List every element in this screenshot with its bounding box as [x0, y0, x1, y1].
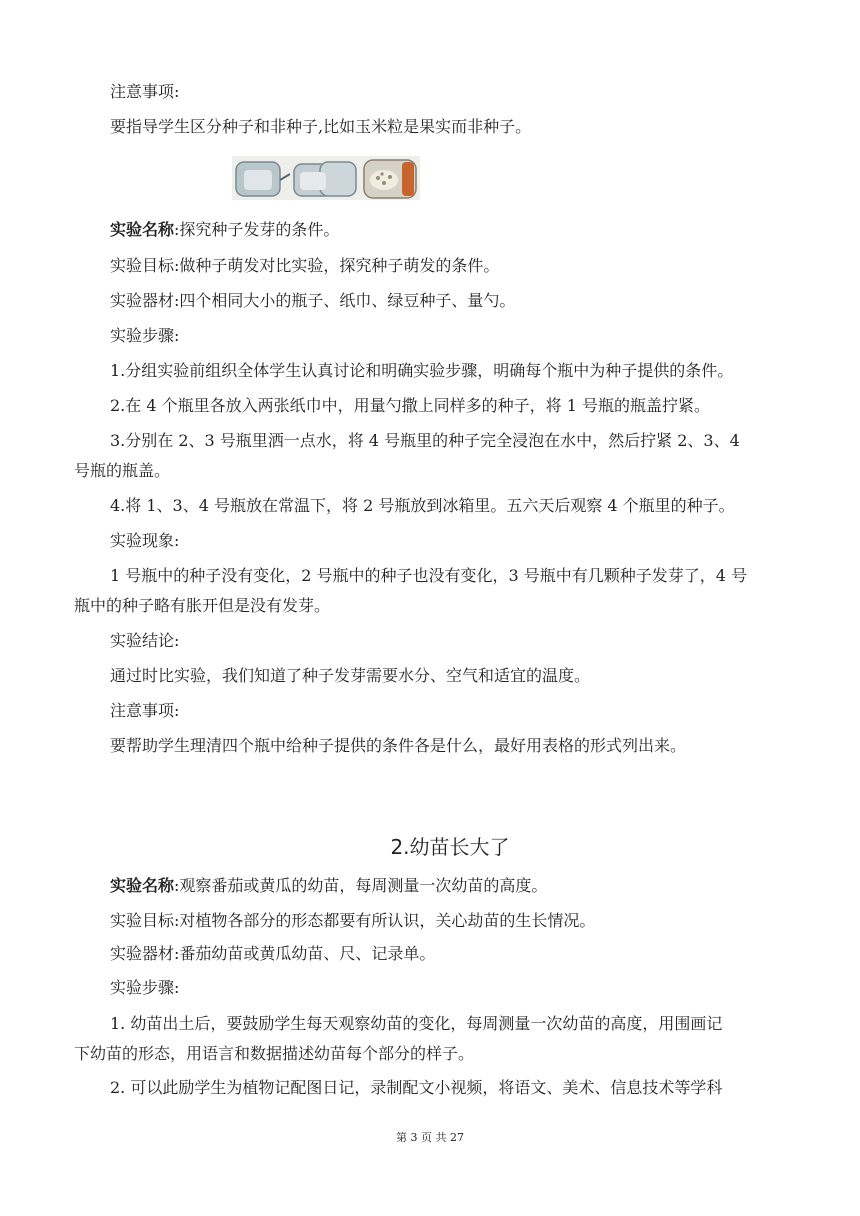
- exp1-name-text: :探究种子发芽的条件。: [174, 220, 340, 239]
- exp1-name: [110, 220, 339, 240]
- exp1-note-text: 要帮助学生理清四个瓶中给种子提供的条件各是什么，最好用表格的形式列出来。: [110, 736, 687, 755]
- exp2-steps-label: 实验步骤:: [110, 978, 180, 997]
- exp1-step-3-cont: 号瓶的瓶盖。: [74, 461, 171, 480]
- exp1-name-label: 实验名称: [110, 220, 175, 239]
- exp1-step-1: 1.分组实验前组织全体学生认真讨论和明确实验步骤，明确每个瓶中为种子提供的条件。: [110, 361, 734, 380]
- exp2-goal: 实验目标:对植物各部分的形态都要有所认识，关心劫苗的生长情况。: [110, 911, 596, 930]
- exp1-step-3: 3.分别在 2、3 号瓶里洒一点水，将 4 号瓶里的种子完全浸泡在水中，然后拧紧 2、3、4: [110, 431, 740, 450]
- exp2-step-1-cont: 下幼苗的形态，用语言和数据描述幼苗每个部分的样子。: [74, 1044, 475, 1063]
- exp2-equipment: 实验器材:番茄幼苗或黄瓜幼苗、尺、记录单。: [110, 944, 436, 963]
- exp1-step-2: 2.在 4 个瓶里各放入两张纸巾中，用量勺撒上同样多的种子，将 1 号瓶的瓶盖拧紧。: [110, 396, 710, 415]
- note-text: 要指导学生区分种子和非种子,比如玉米粒是果实而非种子。: [110, 117, 532, 136]
- exp1-phenomenon-label: 实验现象:: [110, 531, 180, 550]
- section-title: 2.幼苗长大了: [390, 835, 510, 859]
- exp1-equipment: 实验器材:四个相同大小的瓶子、纸巾、绿豆种子、量勺。: [110, 291, 516, 310]
- exp2-name: [110, 876, 547, 896]
- page-footer: 第 3 页 共 27: [396, 1131, 464, 1144]
- exp1-step-4: 4.将 1、3、4 号瓶放在常温下，将 2 号瓶放到冰箱里。五六天后观察 4 个瓶里的种子。: [110, 496, 735, 515]
- note-label: 注意事项:: [110, 82, 180, 101]
- exp1-phenomenon: 1 号瓶中的种子没有变化，2 号瓶中的种子也没有变化，3 号瓶中有几颗种子发芽了，4 号: [110, 566, 748, 585]
- exp2-step-2: 2. 可以此励学生为植物记配图日记，录制配文小视频，将语文、美术、信息技术等学科: [110, 1078, 723, 1097]
- exp2-step-1: 1. 幼苗出土后，要鼓励学生每天观察幼苗的变化，每周测量一次幼苗的高度，用围画记: [110, 1014, 723, 1033]
- exp1-goal: 实验目标:做种子萌发对比实验，探究种子萌发的条件。: [110, 256, 500, 275]
- seed-jars-image: [232, 156, 420, 200]
- exp2-name-label: 实验名称: [110, 876, 175, 895]
- exp1-steps-label: 实验步骤:: [110, 326, 180, 345]
- exp1-note-label: 注意事项:: [110, 701, 180, 720]
- exp1-conclusion-label: 实验结论:: [110, 631, 180, 650]
- exp1-conclusion: 通过时比实验，我们知道了种子发芽需要水分、空气和适宜的温度。: [110, 666, 591, 685]
- exp2-name-text: :观察番茄或黄瓜的幼苗，每周测量一次幼苗的高度。: [174, 876, 548, 895]
- exp1-phenomenon-cont: 瓶中的种子略有胀开但是没有发芽。: [74, 596, 331, 615]
